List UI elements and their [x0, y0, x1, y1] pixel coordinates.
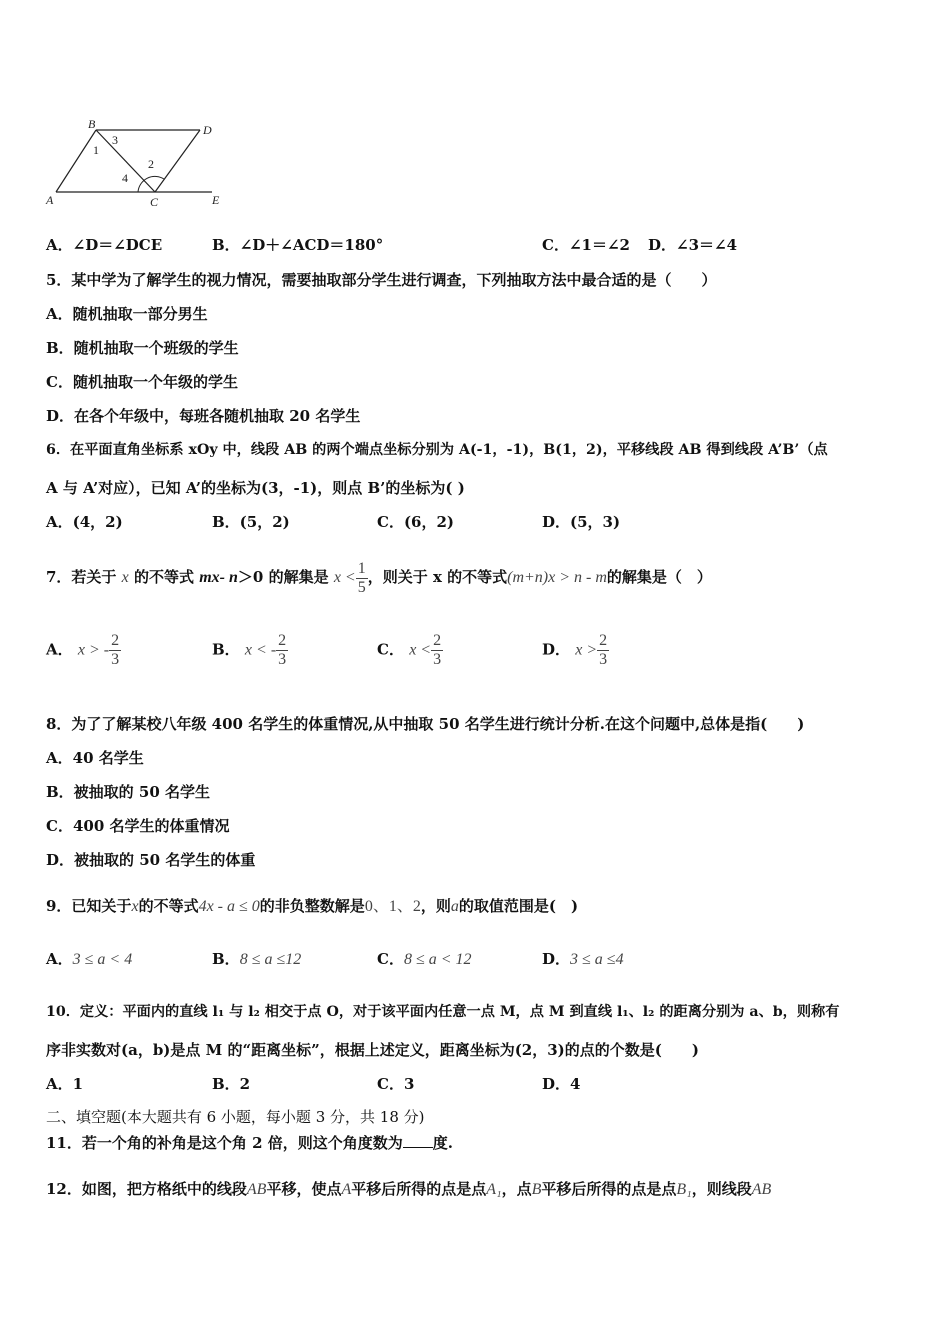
- q5-option-d: D．在各个年级中，每班各随机抽取 20 名学生: [46, 407, 361, 425]
- q7-option-b: B． x < - $\frac{2}{3}$: [212, 632, 287, 668]
- q7-option-d: D． x > $\frac{2}{3}$: [542, 632, 608, 668]
- label-e: E: [212, 193, 220, 207]
- q6-stem-line1: 6．在平面直角坐标系 xOy 中，线段 AB 的两个端点坐标分别为 A(-1，-1)，B(1，2)，平移线段 AB 得到线段 A’B’（点: [46, 442, 828, 458]
- q10-option-b: B．2: [212, 1075, 251, 1093]
- label-d: D: [203, 123, 212, 137]
- label-angle-2: 2: [148, 157, 154, 171]
- q10-option-a: A．1: [46, 1075, 84, 1093]
- q7-stem: 7．若关于 x 的不等式 mx- n＞0 的解集是 x < $\frac{1}{5}$ ，则关于 x 的不等式(m+n)x > n - m的解集是（ ）: [46, 559, 712, 596]
- parallelogram-figure: [40, 116, 240, 211]
- q4-option-c: C．∠1＝∠2: [542, 236, 630, 254]
- q10-stem-line2: 序非实数对(a，b)是点 M 的“距离坐标”，根据上述定义，距离坐标为(2，3)的点的个数是( ): [46, 1041, 699, 1059]
- label-c: C: [150, 195, 159, 209]
- q6-option-b: B．(5，2): [212, 513, 290, 531]
- q6-option-c: C．(6，2): [377, 513, 455, 531]
- q10-option-d: D．4: [542, 1075, 581, 1093]
- section-2-heading: 二、填空题(本大题共有 6 小题，每小题 3 分，共 18 分): [46, 1108, 425, 1126]
- q9-option-c: C．8 ≤ a < 12: [377, 950, 472, 968]
- label-angle-4: 4: [122, 171, 128, 185]
- q4-option-a: A．∠D＝∠DCE: [46, 236, 163, 254]
- q7-option-c: C． x < $\frac{2}{3}$: [377, 632, 442, 668]
- q7-solution-fraction: $\frac{1}{5}$: [357, 559, 366, 596]
- q12-stem: 12．如图，把方格纸中的线段AB平移，使点A平移后所得的点是点A₁，点B平移后所得的点是点B₁，则线段AB: [46, 1180, 772, 1198]
- q8-option-b: B．被抽取的 50 名学生: [46, 783, 210, 801]
- q5-option-b: B．随机抽取一个班级的学生: [46, 339, 239, 357]
- q8-option-d: D．被抽取的 50 名学生的体重: [46, 851, 256, 869]
- line-ab: [56, 130, 96, 192]
- q9-stem: 9．已知关于x的不等式4x - a ≤ 0的非负整数解是0、1、2，则a的取值范围是( ): [46, 897, 579, 915]
- q9-option-b: B．8 ≤ a ≤12: [212, 950, 302, 968]
- q9-option-a: A．3 ≤ a < 4: [46, 950, 133, 968]
- q4-option-d: D．∠3＝∠4: [648, 236, 738, 254]
- label-b: B: [88, 117, 96, 131]
- q9-option-d: D．3 ≤ a ≤4: [542, 950, 624, 968]
- q8-option-c: C．400 名学生的体重情况: [46, 817, 230, 835]
- q6-option-d: D．(5，3): [542, 513, 621, 531]
- q6-option-a: A．(4，2): [46, 513, 123, 531]
- line-dc: [155, 130, 200, 192]
- label-angle-3: 3: [112, 133, 118, 147]
- q5-option-c: C．随机抽取一个年级的学生: [46, 373, 238, 391]
- q6-stem-line2: A 与 A’对应），已知 A’的坐标为(3，-1)，则点 B’的坐标为( ): [46, 479, 465, 497]
- q8-stem: 8．为了了解某校八年级 400 名学生的体重情况,从中抽取 50 名学生进行统计分析.在这个问题中,总体是指( ): [46, 715, 805, 733]
- q10-option-c: C．3: [377, 1075, 415, 1093]
- q4-option-b: B．∠D＋∠ACD＝180°: [212, 236, 384, 254]
- label-angle-1: 1: [93, 143, 99, 157]
- q10-stem-line1: 10．定义：平面内的直线 l₁ 与 l₂ 相交于点 O，对于该平面内任意一点 M，点 M 到直线 l₁、l₂ 的距离分别为 a、b，则称有: [46, 1004, 840, 1020]
- q11-answer-blank: [403, 1133, 433, 1148]
- label-a: A: [46, 193, 54, 207]
- q5-stem: 5．某中学为了解学生的视力情况，需要抽取部分学生进行调查，下列抽取方法中最合适的是（ ）: [46, 271, 717, 289]
- q5-option-a: A．随机抽取一部分男生: [46, 305, 208, 323]
- q7-option-a: A． x > - $\frac{2}{3}$: [46, 632, 120, 668]
- q8-option-a: A．40 名学生: [46, 749, 144, 767]
- q11-stem: 11．若一个角的补角是这个角 2 倍，则这个角度数为 度.: [46, 1134, 453, 1152]
